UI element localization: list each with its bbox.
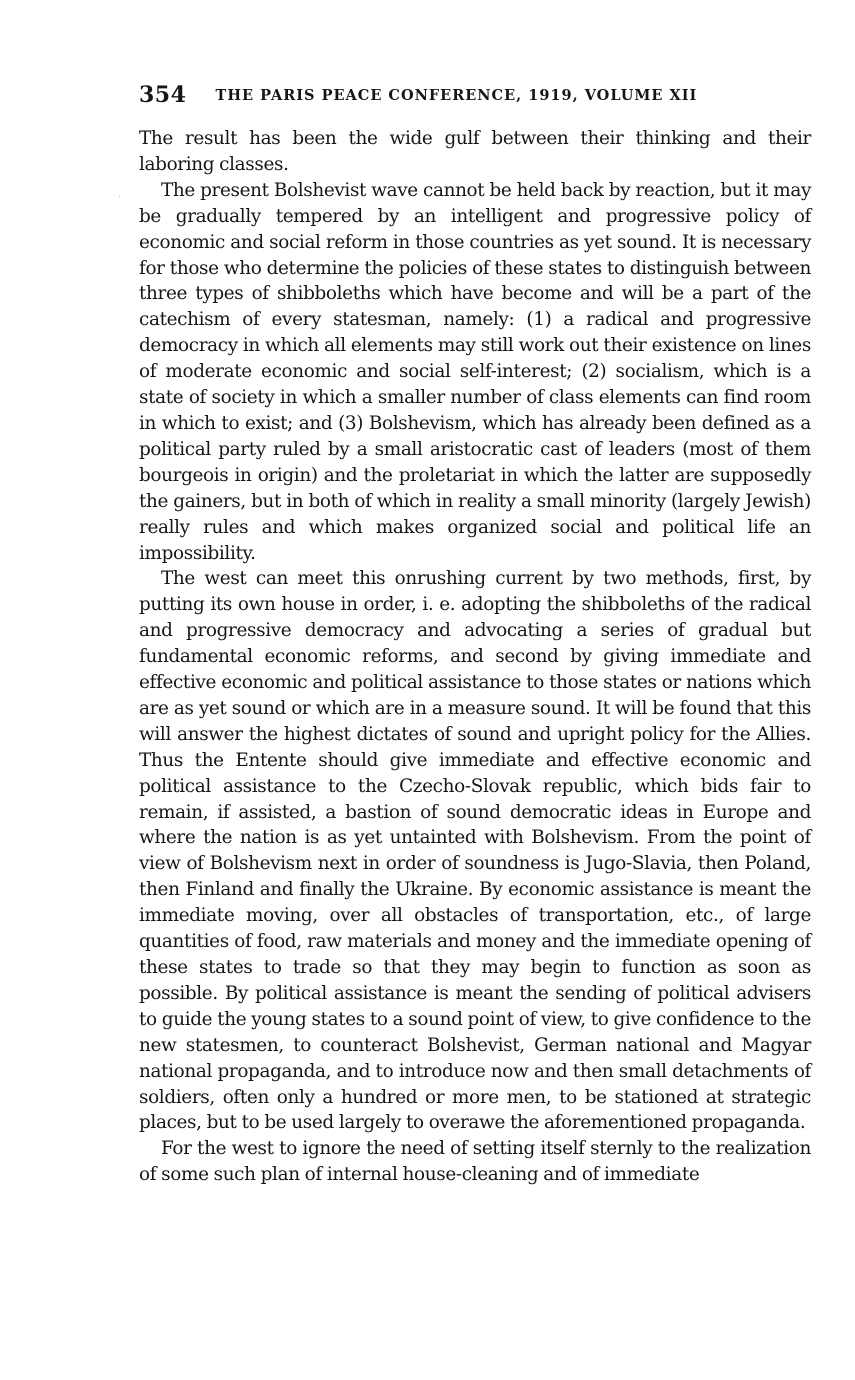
page-header <box>139 82 811 112</box>
paragraph-2: The present Bolshevist wave cannot be held back by reaction, but it may be gradually tempered by an intelligent and progressive policy of economic and social reform in those countries as yet sound. It is necessary for those who determine the policies of these states to distinguish between three types of shibboleths which have become and will be a part of the catechism of every statesman, namely: (1) a radical and progressive democracy in which all elements may still work out their existence on lines of moderate economic and social self-interest; (2) socialism, which is a state of society in which a smaller number of class elements can find room in which to exist; and (3) Bolshevism, which has already been defined as a political party ruled by a small aristocratic cast of leaders (most of them bourgeois in origin) and the proletariat in which the latter are supposedly the gainers, but in both of which in reality a small minority (largely Jewish) really rules and which makes organized social and political life an impossibility. <box>139 179 811 564</box>
page-number: 354 <box>139 82 187 108</box>
running-title: THE PARIS PEACE CONFERENCE, 1919, VOLUME XII <box>215 87 698 104</box>
paragraph-1: The result has been the wide gulf between their thinking and their laboring classes. <box>139 128 811 175</box>
body-text <box>139 126 811 1188</box>
paragraph-4: For the west to ignore the need of setting itself sternly to the realization of some such plan of internal house-cleaning and of immediate <box>139 1138 811 1186</box>
margin-mark <box>119 196 120 197</box>
paragraph-3: The west can meet this onrushing current by two methods, first, by putting its own house in order, i. e. adopting the shibboleths of the radical and progressive democracy and advocating a series of gradual but fundamental economic reforms, and second by giving immediate and effective economic and political assistance to those states or nations which are as yet sound or which are in a measure sound. It will be found that this will answer the highest dictates of sound and upright policy for the Allies. Thus the Entente should give immediate and effective economic and political assistance to the Czecho-Slovak republic, which bids fair to remain, if assisted, a bastion of sound democratic ideas in Europe and where the nation is as yet untainted with Bolshevism. From the point of view of Bolshevism next in order of soundness is Jugo-Slavia, then Poland, then Finland and finally the Ukraine. By economic assistance is meant the immediate moving, over all obstacles of transportation, etc., of large quantities of food, raw materials and money and the immediate opening of these states to trade so that they may begin to function as soon as possible. By political assistance is meant the sending of political advisers to guide the young states to a sound point of view, to give confidence to the new statesmen, to counteract Bolshevist, German national and Magyar national propaganda, and to introduce now and then small detachments of soldiers, often only a hundred or more men, to be stationed at strategic places, but to be used largely to overawe the aforementioned propaganda. <box>139 568 811 1134</box>
